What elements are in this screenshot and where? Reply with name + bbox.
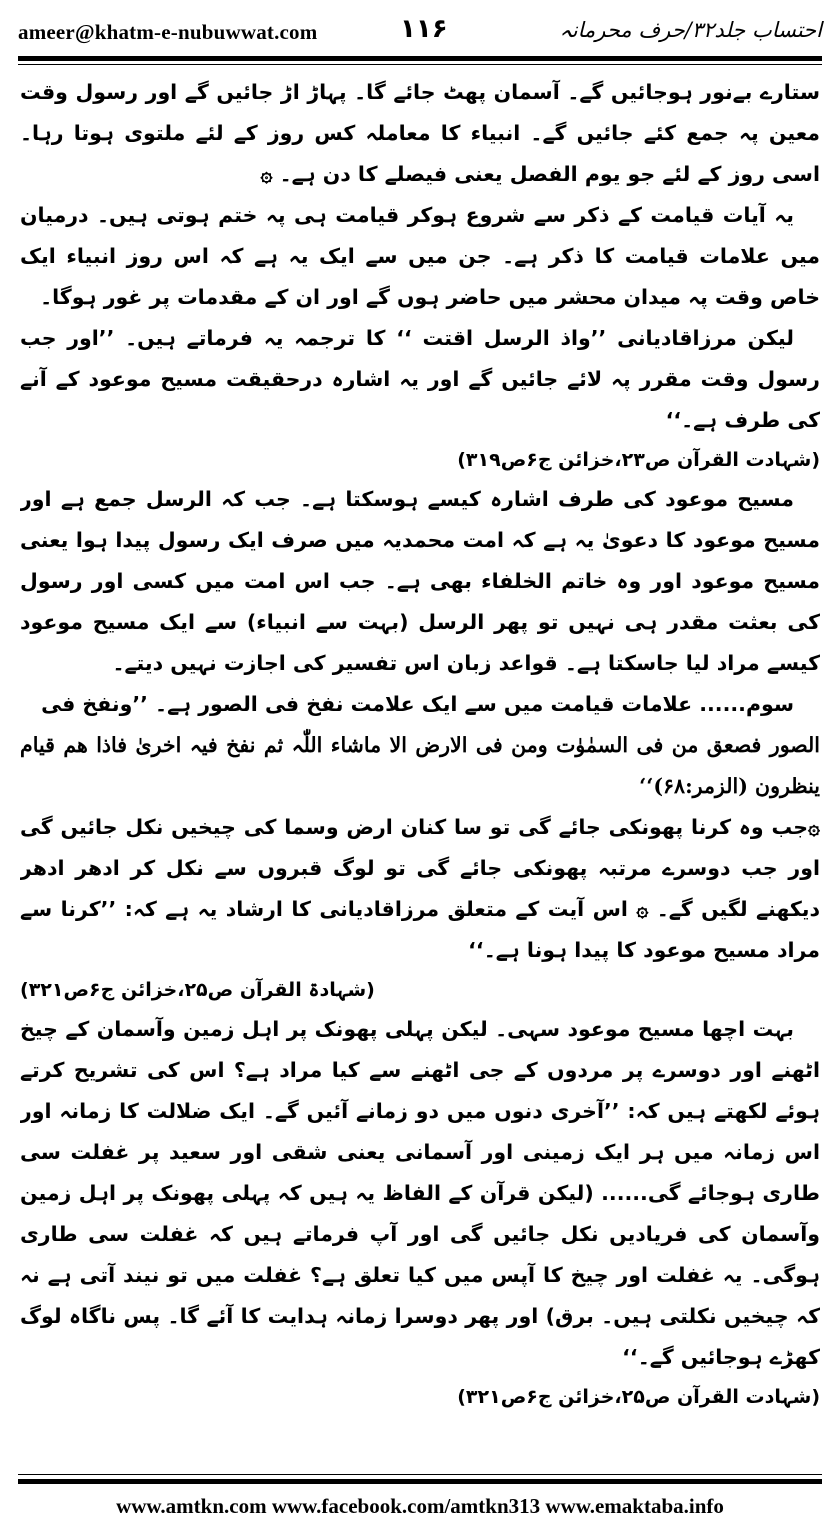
running-title: احتساب جلد۳۲/حرف محرمانہ (559, 18, 822, 42)
page-header (18, 14, 822, 54)
paragraph-5-translation: ۞جب وہ کرنا پھونکی جائے گی تو سا کنان ارض وسما کی چیخیں نکل جائیں گی اور جب دوسرے مرتبہ پھونکی جائے گی تو لوگ قبروں سے نکل کر ادھر ادھر دیکھنے لگیں گے۔ ۞ اس آیت کے متعلق مرزاقادیانی کا ارشاد یہ ہے کہ: ’’کرنا سے مراد مسیح موعود کا پیدا ہونا ہے۔‘‘ (20, 815, 820, 962)
page-body (20, 72, 820, 1464)
header-rule-thick (18, 56, 822, 61)
reference-3: (شہادت القرآن ص۲۵،خزائن ج۶ص۳۲۱) (457, 1386, 820, 1408)
page-number: ۱۱۶ (400, 14, 448, 44)
header-rule-thin (18, 64, 822, 65)
paragraph-2: یہ آیات قیامت کے ذکر سے شروع ہوکر قیامت ہی پہ ختم ہوتی ہیں۔ درمیان میں علامات قیامت کا ذکر ہے۔ جن میں سے ایک یہ ہے کہ اس روز انبیاء ایک خاص وقت پہ میدان محشر میں حاضر ہوں گے اور ان کے مقدمات پر غور ہوگا۔ (20, 203, 820, 309)
paragraph-1: ستارے بےنور ہوجائیں گے۔ آسمان پھٹ جائے گا۔ پہاڑ اڑ جائیں گے اور رسول وقت معین پہ جمع کئے جائیں گے۔ انبیاء کا معاملہ کس روز کے لئے ملتوی ہوتا رہا۔ اسی روز کے لئے جو یوم الفصل یعنی فیصلے کا دن ہے۔ ۞ (20, 80, 820, 186)
footer-links: www.amtkn.com www.facebook.com/amtkn313 www.emaktaba.info (116, 1494, 724, 1518)
paragraph-6: بہت اچھا مسیح موعود سہی۔ لیکن پہلی پھونک پر اہل زمین وآسمان کے چیخ اٹھنے اور دوسرے پر مردوں کے جی اٹھنے سے کیا مراد ہے؟ اس کی تشریح کرتے ہوئے لکھتے ہیں کہ: ’’آخری دنوں میں دو زمانے آئیں گے۔ ایک ضلالت کا زمانہ اور اس زمانہ میں ہر ایک زمینی اور آسمانی یعنی شقی اور سعید پر غفلت سی طاری ہوجائے گی...... (لیکن قرآن کے الفاظ یہ ہیں کہ پہلی پھونک پر اہل زمین وآسمان کی فریادیں نکل جائیں گی اور آپ فرماتے ہیں کہ غفلت سی طاری ہوگی۔ یہ غفلت اور چیخ کا آپس میں کیا تعلق ہے؟ غفلت میں تو نیند آتی ہے نہ کہ چیخیں نکلتی ہیں۔ برق) اور پھر دوسرا زمانہ ہدایت کا آئے گا۔ پس ناگاہ لوگ کھڑے ہوجائیں گے۔‘‘ (20, 1017, 820, 1369)
footer-rule-thin (18, 1474, 822, 1475)
paragraph-3: لیکن مرزاقادیانی ’’واذ الرسل اقتت ‘‘ کا ترجمہ یہ فرماتے ہیں۔ ’’اور جب رسول وقت مقرر پہ لائے جائیں گے اور یہ اشارہ درحقیقت مسیح موعود کے آنے کی طرف ہے۔‘‘ (20, 326, 820, 432)
quran-quote: الصور فصعق من فی السمٰوٰت ومن فی الارض الا ماشاء اللّٰہ ثم نفخ فیہ اخریٰ فاذا ھم قیام ینظرون (الزمر:۶۸)‘‘ (20, 733, 820, 798)
reference-2: (شہادۃ القرآن ص۲۵،خزائن ج۶ص۳۲۱) (20, 979, 375, 1001)
header-email: ameer@khatm-e-nubuwwat.com (18, 20, 318, 44)
paragraph-4: مسیح موعود کی طرف اشارہ کیسے ہوسکتا ہے۔ جب کہ الرسل جمع ہے اور مسیح موعود کا دعویٰ یہ ہے کہ امت محمدیہ میں صرف ایک رسول پیدا ہوا یعنی مسیح موعود اور وہ خاتم الخلفاء بھی ہے۔ جب اس امت میں کسی اور رسول کی بعثت مقدر ہی نہیں تو پھر الرسل (بہت سے انبیاء) سے ایک مسیح موعود کیسے مراد لیا جاسکتا ہے۔ قواعد زبان اس تفسیر کی اجازت نہیں دیتے۔ (20, 487, 820, 675)
footer-rule-thick (18, 1479, 822, 1484)
reference-1: (شہادت القرآن ص۲۳،خزائن ج۶ص۳۱۹) (457, 449, 820, 471)
paragraph-5-intro: سوم...... علامات قیامت میں سے ایک علامت نفخ فی الصور ہے۔ ’’ونفخ فی (41, 692, 794, 716)
